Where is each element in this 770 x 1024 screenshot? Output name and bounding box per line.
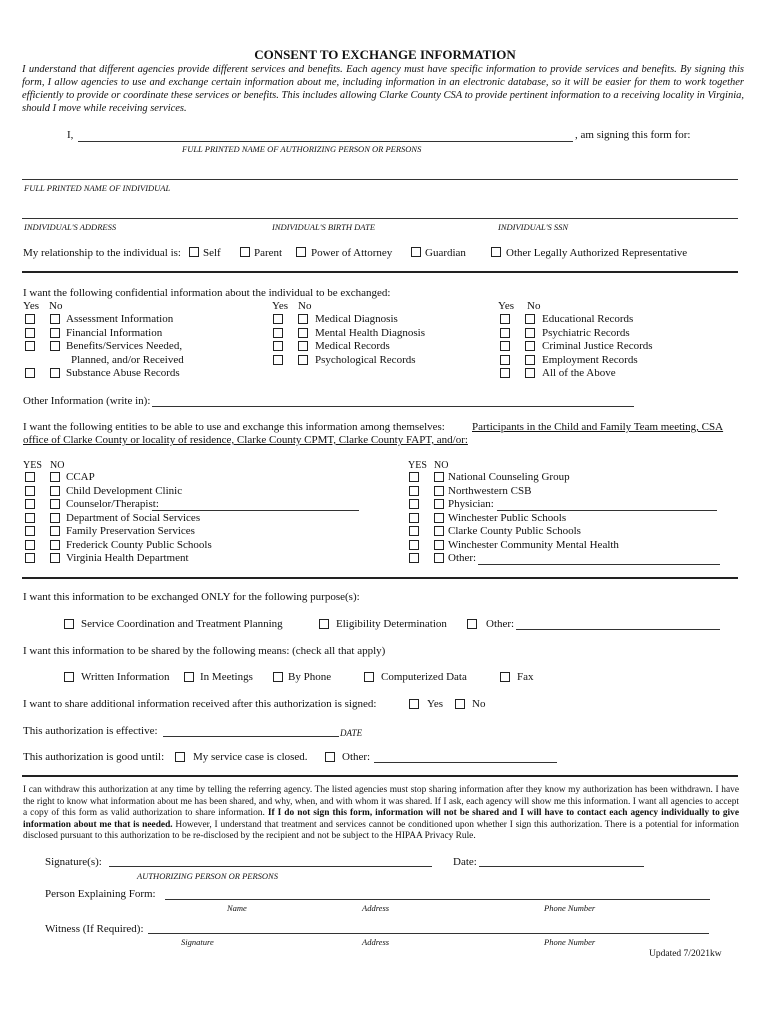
authorizing-caption: AUTHORIZING PERSON OR PERSONS [137, 871, 278, 881]
counselor-name-field[interactable] [152, 510, 359, 511]
social-services-yes-checkbox[interactable] [25, 513, 35, 523]
self-label: Self [203, 247, 221, 259]
other-info-label: Other Information (write in): [23, 395, 151, 407]
educational-no-checkbox[interactable] [525, 314, 535, 324]
witness-label: Witness (If Required): [45, 923, 144, 935]
effective-label: This authorization is effective: [23, 725, 158, 737]
info-item-label: Criminal Justice Records [542, 340, 653, 352]
entity-label: Department of Social Services [66, 512, 201, 524]
purpose-option-label: Eligibility Determination [336, 618, 447, 630]
section-divider [22, 577, 738, 579]
social-services-no-checkbox[interactable] [50, 513, 60, 523]
withdraw-bold-text: If I do not sign this form, information will not be shared and I will have to contact each agency individually to give information about me that is needed. [23, 808, 740, 830]
phone-caption: Phone Number [544, 937, 596, 947]
entity-label: National Counseling Group [448, 471, 570, 483]
means-option-label: Written Information [81, 671, 170, 683]
good-until-label: This authorization is good until: [23, 751, 165, 763]
fax-checkbox[interactable] [500, 672, 510, 682]
updated-footer: Updated 7/2021kw [649, 949, 722, 959]
purpose-label: I want this information to be exchanged ONLY for the following purpose(s): [23, 591, 360, 603]
assessment-no-checkbox[interactable] [50, 314, 60, 324]
in-meetings-checkbox[interactable] [184, 672, 194, 682]
info-no-header: No [527, 300, 541, 312]
northwestern-csb-yes-checkbox[interactable] [409, 486, 419, 496]
additional-label: I want to share additional information received after this authorization is signed: [23, 698, 377, 710]
physician-yes-checkbox[interactable] [409, 499, 419, 509]
guardian-checkbox[interactable] [411, 247, 421, 257]
entity-label: Family Preservation Services [66, 525, 195, 537]
clarke-schools-no-checkbox[interactable] [434, 526, 444, 536]
explaining-label: Person Explaining Form: [45, 888, 156, 900]
family-preservation-yes-checkbox[interactable] [25, 526, 35, 536]
written-information-checkbox[interactable] [64, 672, 74, 682]
physician-name-field[interactable] [497, 510, 717, 511]
signature-label: Signature(s): [45, 856, 102, 868]
substance-abuse-no-checkbox[interactable] [50, 368, 60, 378]
medical-diagnosis-yes-checkbox[interactable] [273, 314, 283, 324]
employment-no-checkbox[interactable] [525, 355, 535, 365]
additional-yes-checkbox[interactable] [409, 699, 419, 709]
employment-yes-checkbox[interactable] [500, 355, 510, 365]
clarke-schools-yes-checkbox[interactable] [409, 526, 419, 536]
phone-caption: Phone Number [544, 903, 596, 913]
info-item-label: All of the Above [542, 367, 616, 379]
self-checkbox[interactable] [189, 247, 199, 257]
ccap-no-checkbox[interactable] [50, 472, 60, 482]
mental-health-no-checkbox[interactable] [298, 328, 308, 338]
info-item-label: Psychiatric Records [542, 327, 630, 339]
psychiatric-no-checkbox[interactable] [525, 328, 535, 338]
means-option-label: Fax [517, 671, 534, 683]
individual-name-caption: FULL PRINTED NAME OF INDIVIDUAL [24, 183, 171, 193]
section-divider [22, 775, 738, 777]
power-of-attorney-checkbox[interactable] [296, 247, 306, 257]
info-item-label: Educational Records [542, 313, 634, 325]
entities-intro: I want the following entities to be able to use and exchange this information among themselves: [23, 421, 445, 433]
parent-label: Parent [254, 247, 283, 259]
criminal-justice-yes-checkbox[interactable] [500, 341, 510, 351]
entity-label: Virginia Health Department [66, 552, 189, 564]
authorizing-name-field[interactable] [78, 141, 573, 142]
health-department-no-checkbox[interactable] [50, 553, 60, 563]
entities-yes-header: YES [23, 460, 42, 471]
child-development-yes-checkbox[interactable] [25, 486, 35, 496]
individual-details-field[interactable] [22, 218, 738, 219]
eligibility-checkbox[interactable] [319, 619, 329, 629]
entities-intro-underlined-2: office of Clarke County or locality of residence, Clarke County CPMT, Clarke County FAPT, and/or: [23, 434, 468, 446]
means-option-label: Computerized Data [381, 671, 467, 683]
benefits-yes-checkbox[interactable] [25, 341, 35, 351]
withdraw-text: I can withdraw this authorization at any time by telling the referring agency. The listed agencies must stop sharing information after they know my authorization has been withdrawn. I have the right to know what information about me has been shared, and why, when, and with whom it was shared. If I ask, each agency will show me this information. I want all agencies to accept a copy of this form as valid authorization to share information. [23, 785, 739, 819]
entity-label: Other: [448, 552, 477, 564]
intro-paragraph: I understand that different agencies provide different services and benefits. Each agency must have specific information to provide services and benefits. By signing this form, I allow agencies to use and exchange certain information about me, including information in an electronic database, so it will be easier for them to work together efficiently to provide or coordinate these services or benefits. This includes allowing Clarke County CSA to provide pertinent information to a receiving locality in Virginia, should I move while receiving services. [22, 64, 744, 114]
other-entity-field[interactable] [478, 564, 720, 565]
counselor-no-checkbox[interactable] [50, 499, 60, 509]
witness-field[interactable] [148, 933, 709, 934]
name-caption: Name [227, 903, 247, 913]
psychological-yes-checkbox[interactable] [273, 355, 283, 365]
family-preservation-no-checkbox[interactable] [50, 526, 60, 536]
explaining-person-field[interactable] [165, 899, 710, 900]
other-representative-checkbox[interactable] [491, 247, 501, 257]
info-item-label: Benefits/Services Needed, [66, 340, 183, 352]
entity-label: Frederick County Public Schools [66, 539, 212, 551]
means-option-label: In Meetings [200, 671, 253, 683]
address-caption: INDIVIDUAL'S ADDRESS [24, 222, 117, 232]
entity-label: Winchester Community Mental Health [448, 539, 619, 551]
guardian-label: Guardian [425, 247, 466, 259]
purpose-option-label: Service Coordination and Treatment Planning [81, 618, 283, 630]
power-of-attorney-label: Power of Attorney [311, 247, 393, 259]
means-option-label: By Phone [288, 671, 332, 683]
physician-no-checkbox[interactable] [434, 499, 444, 509]
northwestern-csb-no-checkbox[interactable] [434, 486, 444, 496]
parent-checkbox[interactable] [240, 247, 250, 257]
child-development-no-checkbox[interactable] [50, 486, 60, 496]
individual-name-field[interactable] [22, 179, 738, 180]
means-label: I want this information to be shared by the following means: (check all that apply) [23, 645, 386, 657]
signer-suffix: , am signing this form for: [575, 129, 691, 141]
case-closed-checkbox[interactable] [175, 752, 185, 762]
effective-date-caption: DATE [340, 728, 363, 738]
ssn-caption: INDIVIDUAL'S SSN [498, 222, 569, 232]
info-item-label: Medical Records [315, 340, 390, 352]
psychological-no-checkbox[interactable] [298, 355, 308, 365]
health-department-yes-checkbox[interactable] [25, 553, 35, 563]
entities-yes-header: YES [408, 460, 427, 471]
national-counseling-yes-checkbox[interactable] [409, 472, 419, 482]
winchester-schools-no-checkbox[interactable] [434, 513, 444, 523]
frederick-schools-no-checkbox[interactable] [50, 540, 60, 550]
effective-date-field[interactable] [163, 736, 339, 737]
computerized-data-checkbox[interactable] [364, 672, 374, 682]
entities-intro-underlined: Participants in the Child and Family Team meeting, CSA [472, 421, 724, 433]
info-yes-header: Yes [23, 300, 40, 312]
entity-label: Physician: [448, 498, 494, 510]
psychiatric-yes-checkbox[interactable] [500, 328, 510, 338]
date-label: Date: [453, 856, 477, 868]
national-counseling-no-checkbox[interactable] [434, 472, 444, 482]
other-entity-no-checkbox[interactable] [434, 553, 444, 563]
birth-date-caption: INDIVIDUAL'S BIRTH DATE [272, 222, 376, 232]
address-caption: Address [362, 937, 390, 947]
entity-label: Winchester Public Schools [448, 512, 567, 524]
substance-abuse-yes-checkbox[interactable] [25, 368, 35, 378]
winchester-mental-health-yes-checkbox[interactable] [409, 540, 419, 550]
withdraw-paragraph [23, 785, 739, 843]
info-item-label: Assessment Information [66, 313, 174, 325]
entity-label: Child Development Clinic [66, 485, 183, 497]
benefits-no-checkbox[interactable] [50, 341, 60, 351]
entity-label: Northwestern CSB [448, 485, 532, 497]
other-entity-yes-checkbox[interactable] [409, 553, 419, 563]
info-no-header: No [298, 300, 312, 312]
additional-yes-label: Yes [427, 698, 444, 710]
medical-records-no-checkbox[interactable] [298, 341, 308, 351]
relationship-label: My relationship to the individual is: [23, 247, 181, 259]
mental-health-yes-checkbox[interactable] [273, 328, 283, 338]
counselor-yes-checkbox[interactable] [25, 499, 35, 509]
info-intro: I want the following confidential information about the individual to be exchanged: [23, 287, 391, 299]
case-closed-label: My service case is closed. [193, 751, 308, 763]
good-until-other-checkbox[interactable] [325, 752, 335, 762]
entity-label: Clarke County Public Schools [448, 525, 581, 537]
medical-records-yes-checkbox[interactable] [273, 341, 283, 351]
service-coordination-checkbox[interactable] [64, 619, 74, 629]
criminal-justice-no-checkbox[interactable] [525, 341, 535, 351]
by-phone-checkbox[interactable] [273, 672, 283, 682]
all-above-no-checkbox[interactable] [525, 368, 535, 378]
frederick-schools-yes-checkbox[interactable] [25, 540, 35, 550]
withdraw-text-2: However, I understand that treatment and services cannot be conditioned upon whether I sign this authorization. There is a potential for information disclosed pursuant to this authorization to be re-disclosed by the recipient and not be subject to the HIPAA Privacy Rule. [23, 819, 739, 842]
info-item-label: Psychological Records [315, 354, 416, 366]
financial-no-checkbox[interactable] [50, 328, 60, 338]
info-item-label: Substance Abuse Records [66, 367, 180, 379]
info-yes-header: Yes [272, 300, 289, 312]
ccap-yes-checkbox[interactable] [25, 472, 35, 482]
additional-no-checkbox[interactable] [455, 699, 465, 709]
info-item-label: Employment Records [542, 354, 638, 366]
info-no-header: No [49, 300, 63, 312]
page-title: CONSENT TO EXCHANGE INFORMATION [254, 47, 516, 62]
entity-label: Counselor/Therapist: [66, 498, 159, 510]
entity-label: CCAP [66, 471, 95, 483]
financial-yes-checkbox[interactable] [25, 328, 35, 338]
address-caption: Address [362, 903, 390, 913]
entities-no-header: NO [434, 460, 449, 471]
purpose-other-checkbox[interactable] [467, 619, 477, 629]
info-item-label: Mental Health Diagnosis [315, 327, 425, 339]
other-representative-label: Other Legally Authorized Representative [506, 247, 688, 259]
info-yes-header: Yes [498, 300, 515, 312]
educational-yes-checkbox[interactable] [500, 314, 510, 324]
assessment-yes-checkbox[interactable] [25, 314, 35, 324]
info-item-label: Financial Information [66, 327, 163, 339]
signature-field[interactable] [109, 866, 432, 867]
section-divider [22, 271, 738, 273]
authorizing-name-caption: FULL PRINTED NAME OF AUTHORIZING PERSON OR PERSONS [182, 144, 422, 154]
winchester-mental-health-no-checkbox[interactable] [434, 540, 444, 550]
medical-diagnosis-no-checkbox[interactable] [298, 314, 308, 324]
entities-no-header: NO [50, 460, 65, 471]
signer-prefix: I, [67, 129, 74, 141]
all-above-yes-checkbox[interactable] [500, 368, 510, 378]
additional-no-label: No [472, 698, 486, 710]
other-info-field[interactable] [152, 406, 634, 407]
good-until-other-label: Other: [342, 751, 371, 763]
signature-date-field[interactable] [479, 866, 644, 867]
good-until-other-field[interactable] [374, 762, 557, 763]
purpose-option-label: Other: [486, 618, 515, 630]
purpose-other-field[interactable] [516, 629, 720, 630]
signature-caption: Signature [181, 937, 214, 947]
info-item-label: Medical Diagnosis [315, 313, 398, 325]
info-item-label: Planned, and/or Received [71, 354, 184, 366]
winchester-schools-yes-checkbox[interactable] [409, 513, 419, 523]
